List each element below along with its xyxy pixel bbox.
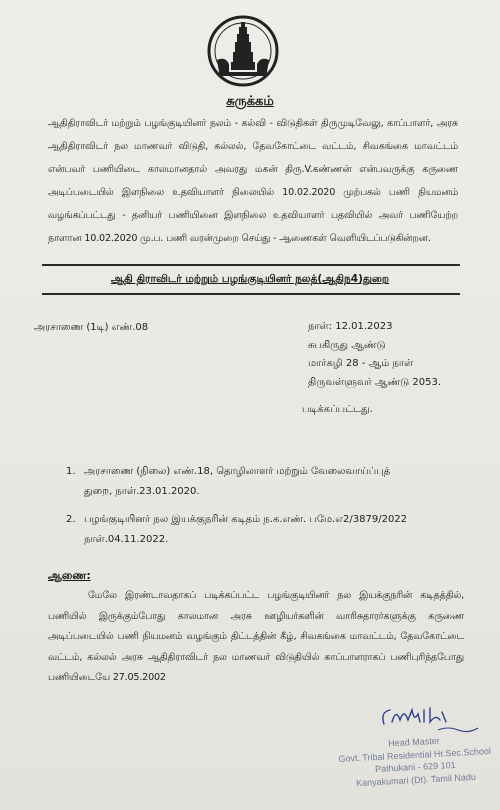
references-heading: படிக்கப்பட்டது. <box>302 404 373 415</box>
reference-text: அரசாணை (நிலை) எண்.18, தொழிலாளர் மற்றும் வேலைவாய்ப்புத் துறை, நாள்.23.01.2020. <box>84 466 391 497</box>
tamil-nadu-government-emblem-icon <box>207 12 279 90</box>
reference-text: பழங்குடியினர் நல இயக்குநரின் கடிதம் ந.க.எண். பமே.எ2/3879/2022 நாள்.04.11.2022. <box>84 514 408 545</box>
seal-line: Govt. Tribal Residential Hr.Sec.School <box>338 745 492 764</box>
summary-text: ஆதிதிராவிடர் மற்றும் பழங்குடியினர் நலம் - கல்வி - விடுதிகள் திருமுடிவேலு, காப்பாளர், அரசு ஆதிதிராவிடர் நல மாணவர் விடுதி, கல்லல், தேவகோட்டை வட்டம், சிவகங்கை மாவட்டம் என்பவர் பணியிடை காலமானதால் அவரது மகன் திரு.V.கண்ணன் என்பவருக்கு கருணை அடிப்படையில் இளநிலை உதவியாளர் நிலையில் 10.02.2020 முற்பகல் பணி நியமனம் வழங்கப்பட்டது - தனியர் பணியினை இளநிலை உதவியாளர் பதவியில் அவர் பணியேற்ற நாளான 10.02.2020 மு.ப. பணி வரன்முறை செய்து - ஆணைகள் வெளியிடப்படுகின்றன. <box>48 118 458 244</box>
order-number: அரசாணை (1டி) எண்.08 <box>34 322 149 333</box>
summary-heading: சுருக்கம் <box>226 94 274 109</box>
seal-line: Kanyakumari (Dt). Tamil Nadu <box>355 771 477 788</box>
department-rule-top <box>42 264 460 266</box>
order-date: நாள்: 12.01.2023 <box>308 321 393 332</box>
thiruvalluvar-year: திருவள்ளுவர் ஆண்டு 2053. <box>308 376 442 388</box>
tamil-month-day: மார்கழி 28 - ஆம் நாள் <box>308 358 414 369</box>
order-dates <box>308 318 441 392</box>
order-section-text: மேலே இரண்டாவதாகப் படிக்கப்பட்ட பழங்குடியினர் நல இயக்குநரின் கடிதத்தில், பணியில் இருக்கும்போது காலமான அரசு ஊழியர்களின் வாரிசுதாரர்களுக்கு கருணை அடிப்படையில் பணி நியமனம் வழங்கும் திட்டத்தின் கீழ், சிவகங்கை மாவட்டம், தேவகோட்டை வட்டம், கல்லல் அரசு ஆதிதிராவிடர் நல மாணவர் விடுதியில் காப்பாளராகப் பணிபுரிந்தபோது பணியிடையே 27.05.2002 <box>48 590 464 683</box>
order-section-heading: ஆணை: <box>48 569 91 582</box>
seal-line: Head Master <box>388 735 440 749</box>
office-seal <box>334 732 496 790</box>
reference-item <box>66 462 414 502</box>
reference-number: 2. <box>66 514 76 525</box>
tamil-year-name: சுபகிருது ஆண்டு <box>308 339 386 351</box>
department-rule-bottom <box>42 293 460 295</box>
seal-line: Pathukani - 629 101 <box>374 759 456 775</box>
reference-number: 1. <box>66 466 76 477</box>
department-title: ஆதி திராவிடர் மற்றும் பழங்குடியினர் நலத்(ஆதிந4)துறை <box>110 273 390 285</box>
reference-item <box>66 510 414 550</box>
